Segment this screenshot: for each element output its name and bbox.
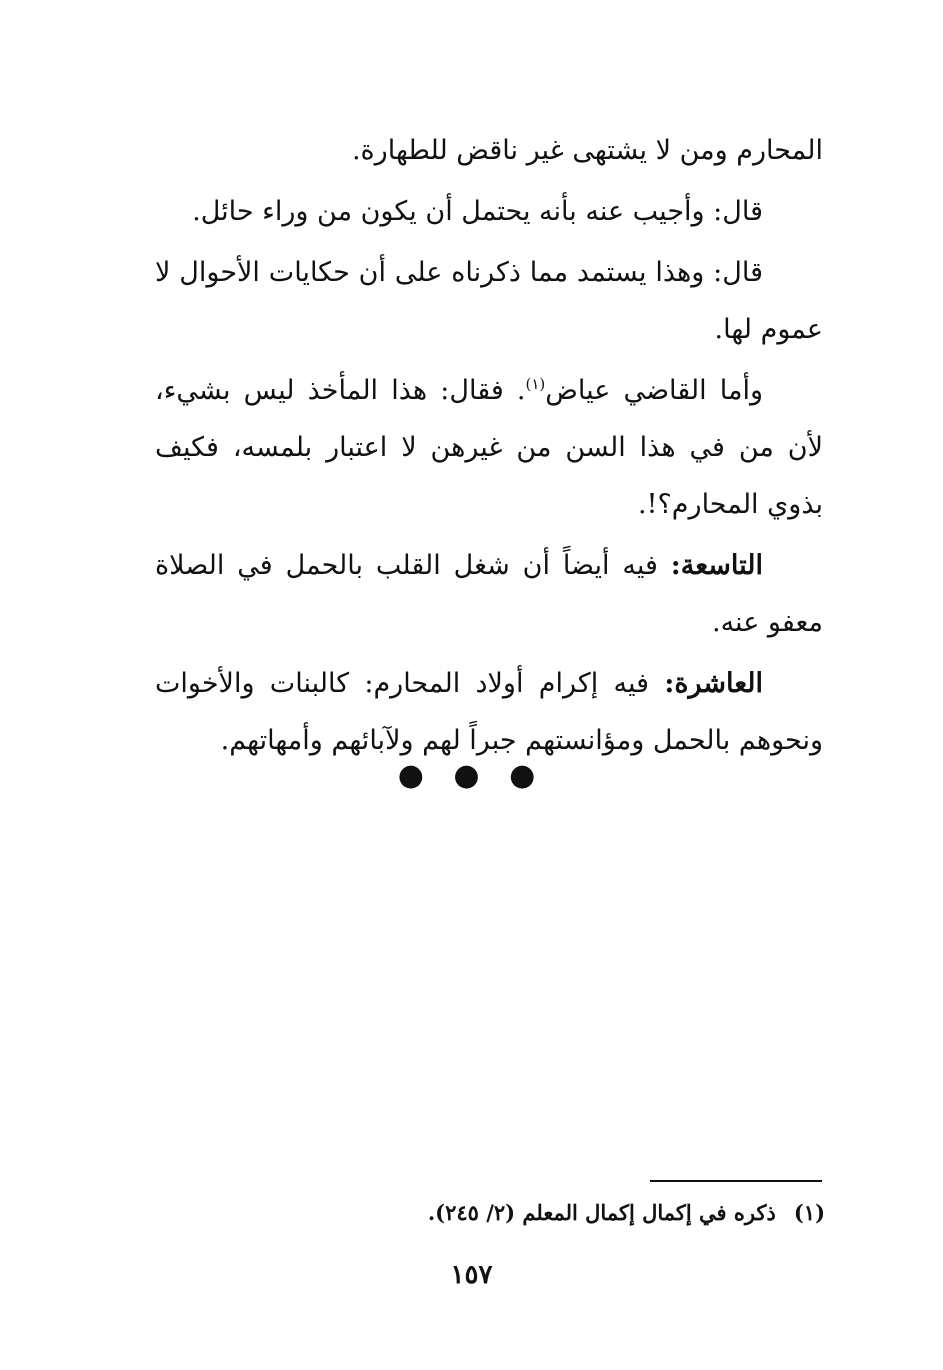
body-text [155, 122, 823, 769]
paragraph-lead: التاسعة: [670, 550, 763, 581]
paragraph-lead: العاشرة: [664, 668, 763, 699]
paragraph-qadi-iyad [155, 362, 823, 533]
footnote-reference[interactable]: (١) [525, 375, 546, 393]
footnote-divider [650, 1180, 822, 1182]
footnote-number: (١) [793, 1200, 825, 1225]
paragraph-tenth [155, 655, 823, 769]
section-separator: ● ● ● [397, 758, 546, 793]
paragraph-text: المحارم ومن لا يشتهى غير ناقض للطهارة. [351, 135, 823, 166]
paragraph-text: قال: وهذا يستمد مما ذكرناه على أن حكايات الأحوال لا عموم لها. [155, 257, 823, 345]
page-number: ١٥٧ [450, 1260, 493, 1290]
paragraph-continuation [155, 122, 823, 179]
paragraph-text: قال: وأجيب عنه بأنه يحتمل أن يكون من وراء حائل. [192, 196, 763, 227]
paragraph-text-before: وأما القاضي عياض [545, 375, 763, 406]
paragraph-reply [155, 183, 823, 240]
paragraph-text: فيه إكرام أولاد المحارم: كالبنات والأخوات ونحوهم بالحمل ومؤانستهم جبراً لهم ولآبائهم وأمهاتهم. [155, 668, 823, 756]
footnote-text: ذكره في إكمال إكمال المعلم (٢/ ٢٤٥). [427, 1200, 776, 1225]
paragraph-text-after: . فقال: هذا المأخذ ليس بشيء، لأن من في هذا السن من غيرهن لا اعتبار بلمسه، فكيف بذوي المحارم؟!. [155, 375, 823, 520]
paragraph-ninth [155, 537, 823, 651]
paragraph-conclusion [155, 244, 823, 358]
footnote [155, 1193, 825, 1233]
paragraph-text: فيه أيضاً أن شغل القلب بالحمل في الصلاة معفو عنه. [155, 550, 823, 638]
